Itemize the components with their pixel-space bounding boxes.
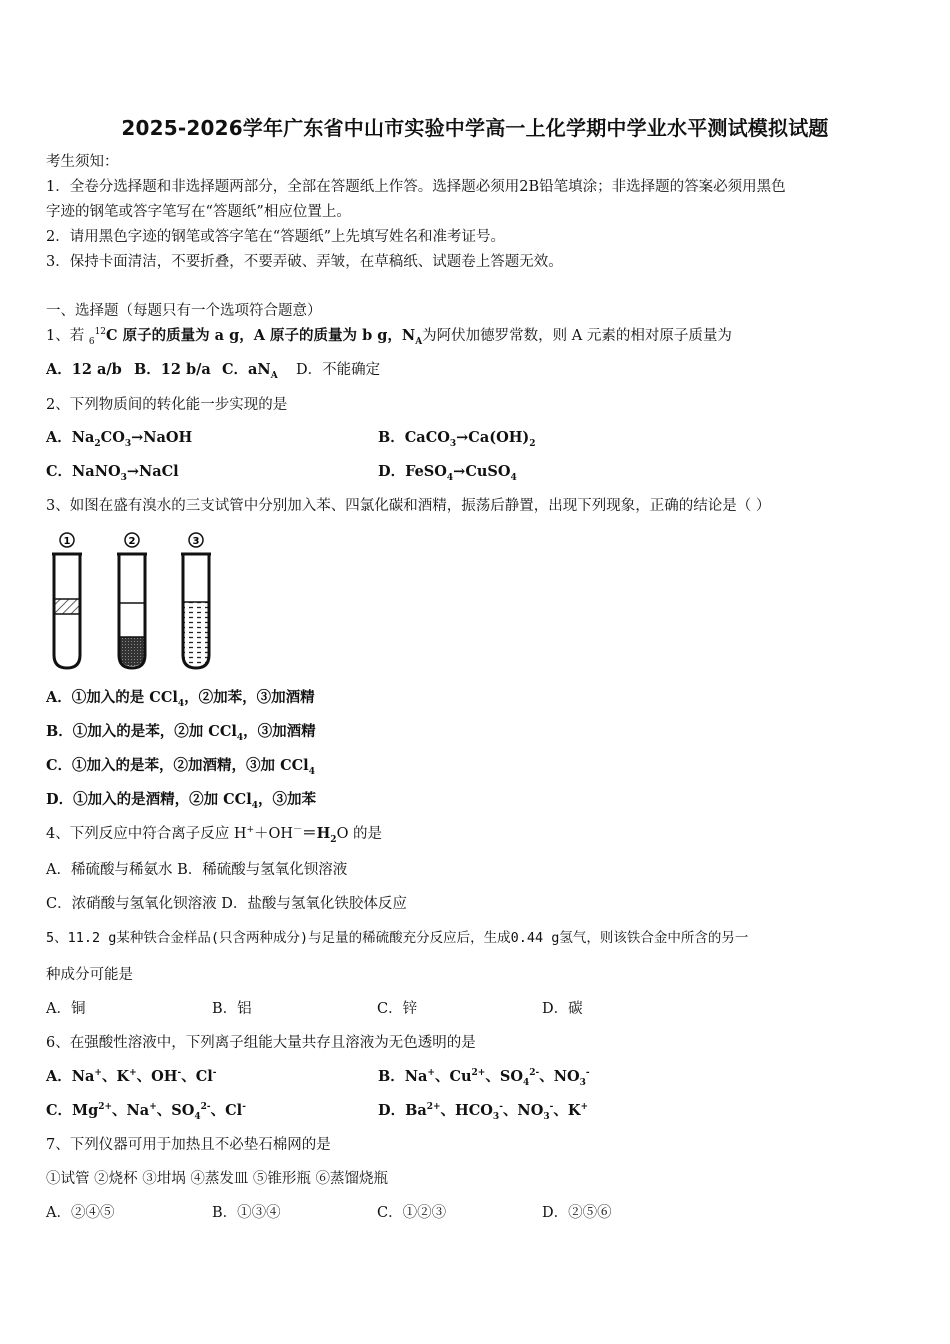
q7-option-d: D．②⑤⑥ [542,1205,612,1221]
q2-d-t1: 4 [446,472,454,483]
q6-a-5: - [177,1068,182,1079]
q6-b-4: 、SO [485,1068,523,1085]
q2-d-t2: →CuSO [453,463,511,480]
section-heading: 一、选择题（每题只有一个选项符合题意） [46,303,322,319]
q3-b-t2: ，③加酒精 [243,723,316,740]
tube-label-2 [125,533,139,547]
q6-a-3: + [129,1068,137,1079]
q3-a-t0: A．①加入的是 CCl [46,689,178,706]
q3-option-b [46,722,316,742]
q6-b-0: B．Na [378,1068,428,1085]
q3-option-c [46,756,315,776]
q4-t6: O 的是 [336,826,383,842]
q6-c-7: 、Cl [210,1102,243,1119]
q3-a-t1: 4 [177,698,185,709]
q4-options-ab: A．稀硫酸与稀氨水 B．稀硫酸与氢氧化钡溶液 [46,862,348,878]
q2-a-t4: →NaOH [131,429,193,446]
q6-a-4: 、OH [136,1068,178,1085]
q6-c-0: C．Mg [46,1102,99,1119]
q2-option-b [378,428,536,448]
q7-option-b: B．①③④ [212,1205,281,1221]
q5-option-d: D．碳 [542,1001,583,1017]
q6-c-2: 、Na [112,1102,150,1119]
q4-t2: ＋OH [254,826,294,842]
q2-b-t1: 3 [449,438,457,449]
question-6-stem: 6、在强酸性溶液中，下列离子组能大量共存且溶液为无色透明的是 [46,1035,476,1051]
q2-c-t2: →NaCl [126,463,179,480]
q3-option-a [46,688,315,708]
tube-label-3 [189,533,203,547]
question-5-stem-b: 种成分可能是 [46,967,133,983]
q3-b-t1: 4 [236,732,244,743]
q2-b-t3: 2 [529,438,536,449]
q6-c-8: - [242,1102,246,1113]
q6-a-2: 、K [101,1068,130,1085]
question-4-stem [46,824,382,844]
q3-a-t2: ，②加苯，③加酒精 [184,689,315,706]
q6-b-6: 2- [529,1068,540,1079]
question-7-stem: 7、下列仪器可用于加热且不必垫石棉网的是 [46,1137,331,1153]
q6-a-7: - [212,1068,217,1079]
q3-c-t0: C．①加入的是苯，②加酒精，③加 CCl [46,757,309,774]
notice-item-2: 2．请用黑色字迹的钢笔或答字笔在“答题纸”上先填写姓名和准考证号。 [46,229,506,245]
q6-option-d [378,1101,588,1121]
q6-b-8: 3 [579,1077,586,1088]
q6-c-4: 、SO [156,1102,195,1119]
q2-d-t3: 4 [510,472,517,483]
q7-option-a: A．②④⑤ [46,1205,115,1221]
q6-a-1: + [94,1068,102,1079]
q1-sup-12: 12 [94,327,107,338]
q1-text-3: 为阿伏加德罗常数，则 A 元素的相对原子质量为 [422,328,732,344]
page-title: 2025-2026学年广东省中山市实验中学高一上化学期中学业水平测试模拟试题 [121,116,829,140]
q3-d-t2: ，③加苯 [257,791,316,808]
question-2-stem: 2、下列物质间的转化能一步实现的是 [46,397,288,413]
q6-d-1: 2+ [426,1102,441,1113]
q2-a-t0: A．Na [46,429,95,446]
q6-c-5: 4 [194,1111,201,1122]
notice-item-1a: 1．全卷分选择题和非选择题两部分，全部在答题纸上作答。选择题必须用2B铅笔填涂；非选择题的答案必须用黑色 [46,179,786,195]
q6-c-1: 2+ [98,1102,113,1113]
question-1-stem [46,326,732,346]
q5-option-c: C．锌 [377,1001,418,1017]
q6-d-3: 3 [492,1111,500,1122]
q2-b-t2: →Ca(OH) [456,429,530,446]
q2-a-t3: 3 [124,438,132,449]
q2-d-t0: D．FeSO [378,463,447,480]
q2-option-d [378,462,517,482]
q1-option-a: A．12 a/b [46,361,122,378]
q6-c-6: 2- [200,1102,211,1113]
question-3-stem: 3、如图在盛有溴水的三支试管中分别加入苯、四氯化碳和酒精，振荡后静置，出现下列现象，正确的结论是（ ） [46,498,771,514]
q6-option-b [378,1067,590,1087]
q2-a-t1: 2 [94,438,101,449]
q2-a-t2: CO [100,429,125,446]
q1-option-c-text: C．aN [222,361,271,378]
q4-t4: ＝H [302,825,331,842]
q2-b-t0: B．CaCO [378,429,450,446]
test-tube-1 [52,554,82,668]
notice-item-3: 3．保持卡面清洁，不要折叠，不要弄破、弄皱，在草稿纸、试题卷上答题无效。 [46,254,563,270]
q1-text-2: C 原子的质量为 a g，A 原子的质量为 b g，N [106,327,416,344]
q1-sub-a: A [415,336,423,347]
q6-d-7: - [549,1102,554,1113]
notice-item-1b: 字迹的钢笔或答字笔写在“答题纸”相应位置上。 [46,204,351,220]
tube-label-1 [60,533,74,547]
q2-option-a [46,428,192,448]
q5-option-b: B．铝 [212,1001,252,1017]
q4-t3: － [293,825,303,836]
q3-option-d [46,790,316,810]
q6-b-7: 、NO [539,1068,580,1085]
q6-c-3: + [149,1102,157,1113]
q6-b-2: 、Cu [434,1068,472,1085]
q3-b-t0: B．①加入的是苯，②加 CCl [46,723,237,740]
q6-d-9: + [580,1102,588,1113]
q3-c-t1: 4 [308,766,315,777]
svg-text:1: 1 [63,536,71,547]
q6-a-6: 、Cl [181,1068,213,1085]
q4-t0: 4、下列反应中符合离子反应 H [46,826,247,842]
question-5-stem-a: 5、11.2 g某种铁合金样品(只含两种成分)与足量的稀硫酸充分反应后，生成0.44 g氢气，则该铁合金中所含的另一 [46,930,749,946]
q6-a-0: A．Na [46,1068,95,1085]
q1-text-1: 1、若 [46,328,89,344]
q2-option-c [46,462,179,482]
q1-option-d: D．不能确定 [296,362,381,378]
q7-option-c: C．①②③ [377,1205,447,1221]
q4-t5: 2 [330,834,337,845]
q6-d-6: 3 [543,1111,550,1122]
test-tubes-figure [44,530,224,675]
q1-option-c-sub: A [270,370,278,381]
svg-text:3: 3 [192,536,200,547]
notice-heading: 考生须知： [46,154,119,170]
q6-b-1: + [427,1068,435,1079]
q6-b-9: - [585,1068,590,1079]
q7-instrument-list: ①试管 ②烧杯 ③坩埚 ④蒸发皿 ⑤锥形瓶 ⑥蒸馏烧瓶 [46,1171,389,1187]
q6-d-8: 、K [553,1102,581,1119]
q6-d-4: - [499,1102,503,1113]
q2-c-t1: 3 [120,472,127,483]
q1-sub-6: 6 [88,336,95,347]
q4-options-cd: C．浓硝酸与氢氧化钡溶液 D．盐酸与氢氧化铁胶体反应 [46,896,407,912]
q6-option-c [46,1101,246,1121]
q2-c-t0: C．NaNO [46,463,121,480]
q1-option-c [222,360,278,380]
q1-option-b: B．12 b/a [134,361,211,378]
q6-b-5: 4 [522,1077,530,1088]
test-tube-2 [117,554,147,668]
q6-d-0: D．Ba [378,1102,427,1119]
q6-option-a [46,1067,217,1087]
q6-b-3: 2+ [471,1068,486,1079]
q3-d-t1: 4 [251,800,258,811]
q6-d-5: 、NO [502,1102,544,1119]
test-tube-3 [181,554,211,668]
q4-t1: + [246,825,255,836]
q6-d-2: 、HCO [440,1102,493,1119]
q3-d-t0: D．①加入的是酒精，②加 CCl [46,791,252,808]
q5-option-a: A．铜 [46,1001,86,1017]
svg-text:2: 2 [128,536,136,547]
